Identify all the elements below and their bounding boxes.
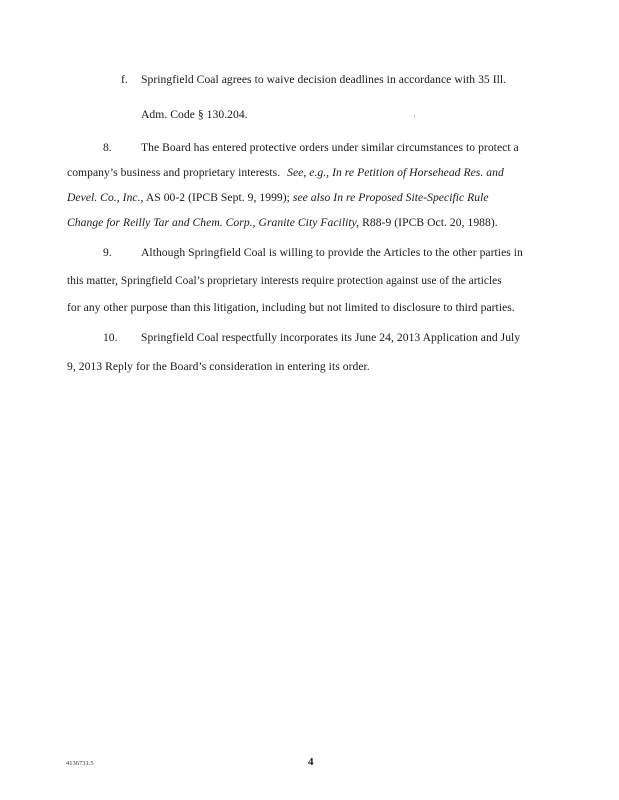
footer-doc-id: 4136731.5 bbox=[66, 760, 94, 767]
item-f-line-2: Adm. Code § 130.204. bbox=[141, 108, 248, 121]
scan-speck bbox=[414, 116, 415, 117]
para-10-line-1: Springfield Coal respectfully incorporates its June 24, 2013 Application and July bbox=[141, 331, 521, 344]
para-8-number: 8. bbox=[103, 141, 112, 154]
para-8-case-name-2: Change for Reilly Tar and Chem. Corp., Granite City Facility, bbox=[67, 216, 360, 229]
para-8-case-ref: AS 00-2 (IPCB Sept. 9, 1999); bbox=[145, 191, 290, 204]
para-8-case-ref-2: R88-9 (IPCB Oct. 20, 1988). bbox=[362, 216, 498, 229]
para-9-line-3: for any other purpose than this litigation, including but not limited to disclosure to third parties. bbox=[67, 301, 515, 314]
para-9-number: 9. bbox=[103, 246, 112, 259]
para-8-line-1: The Board has entered protective orders under similar circumstances to protect a bbox=[141, 141, 519, 154]
para-9-line-1: Although Springfield Coal is willing to provide the Articles to the other parties in bbox=[141, 246, 523, 259]
para-8-line-2 bbox=[67, 166, 504, 180]
para-10-line-2: 9, 2013 Reply for the Board’s consideration in entering its order. bbox=[67, 360, 370, 373]
para-8-line-2-text: company’s business and proprietary interests. bbox=[67, 166, 281, 179]
para-10-number: 10. bbox=[103, 331, 118, 344]
item-f-marker: f. bbox=[121, 73, 128, 86]
para-8-case-name: Devel. Co., Inc., bbox=[67, 191, 144, 204]
item-f-line-1: Springfield Coal agrees to waive decision deadlines in accordance with 35 Ill. bbox=[141, 73, 507, 86]
page-number: 4 bbox=[308, 756, 314, 768]
para-8-line-4 bbox=[67, 216, 498, 230]
para-8-line-3 bbox=[67, 191, 489, 205]
para-8-see-also: see also In re Proposed Site-Specific Rule bbox=[292, 191, 489, 204]
para-8-case-citation: See, e.g., In re Petition of Horsehead Res. and bbox=[287, 166, 504, 179]
para-9-line-2: this matter, Springfield Coal’s proprietary interests require protection against use of the articles bbox=[67, 275, 502, 287]
